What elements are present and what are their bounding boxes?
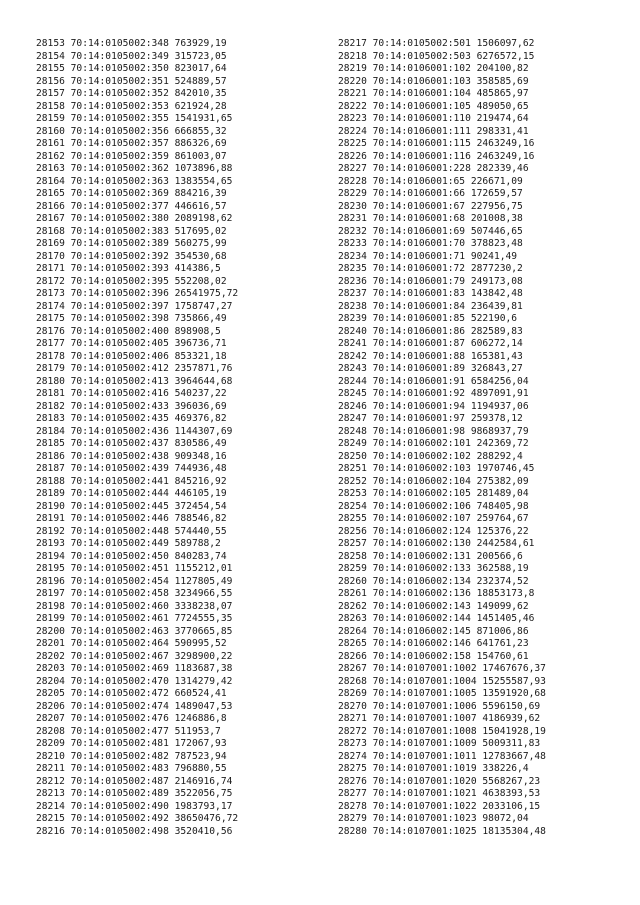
record-row: 28236 70:14:0106001:79 249173,08 bbox=[338, 275, 523, 287]
record-row: 28218 70:14:0105002:503 6276572,15 bbox=[338, 50, 535, 62]
record-row: 28163 70:14:0105002:362 1073896,88 bbox=[36, 163, 233, 174]
record-row: 28249 70:14:0106002:101 242369,72 bbox=[338, 438, 529, 449]
record-row: 28202 70:14:0105002:467 3298900,22 bbox=[36, 650, 233, 662]
record-row: 28237 70:14:0106001:83 143842,48 bbox=[338, 288, 523, 299]
record-row: 28261 70:14:0106002:136 18853173,8 bbox=[338, 588, 535, 599]
record-row: 28276 70:14:0107001:1020 5568267,23 bbox=[338, 775, 541, 787]
record-row: 28214 70:14:0105002:490 1983793,17 bbox=[36, 800, 233, 812]
record-row: 28243 70:14:0106001:89 326843,27 bbox=[338, 363, 523, 374]
record-row: 28252 70:14:0106002:104 275382,09 bbox=[338, 475, 529, 487]
record-row: 28211 70:14:0105002:483 796880,55 bbox=[36, 763, 227, 774]
record-row: 28238 70:14:0106001:84 236439,81 bbox=[338, 300, 523, 312]
record-row: 28216 70:14:0105002:498 3520410,56 bbox=[36, 825, 233, 837]
record-row: 28168 70:14:0105002:383 517695,02 bbox=[36, 225, 227, 237]
record-row: 28213 70:14:0105002:489 3522056,75 bbox=[36, 788, 233, 799]
record-row: 28278 70:14:0107001:1022 2033106,15 bbox=[338, 800, 541, 812]
record-row: 28177 70:14:0105002:405 396736,71 bbox=[36, 338, 227, 349]
record-row: 28266 70:14:0106002:158 154760,61 bbox=[338, 650, 529, 662]
record-row: 28264 70:14:0106002:145 871006,86 bbox=[338, 625, 529, 637]
record-row: 28268 70:14:0107001:1004 15255587,93 bbox=[338, 675, 546, 687]
record-row: 28262 70:14:0106002:143 149099,62 bbox=[338, 600, 529, 612]
record-row: 28212 70:14:0105002:487 2146916,74 bbox=[36, 775, 233, 787]
record-row: 28270 70:14:0107001:1006 5596150,69 bbox=[338, 700, 541, 712]
record-row: 28183 70:14:0105002:435 469376,82 bbox=[36, 413, 227, 424]
record-row: 28162 70:14:0105002:359 861003,07 bbox=[36, 150, 227, 162]
record-row: 28180 70:14:0105002:413 3964644,68 bbox=[36, 375, 233, 387]
record-row: 28224 70:14:0106001:111 298331,41 bbox=[338, 125, 529, 137]
record-row: 28274 70:14:0107001:1011 12783667,48 bbox=[338, 750, 546, 762]
record-row: 28187 70:14:0105002:439 744936,48 bbox=[36, 463, 227, 474]
record-row: 28189 70:14:0105002:444 446105,19 bbox=[36, 488, 227, 499]
record-row: 28172 70:14:0105002:395 552208,02 bbox=[36, 275, 227, 287]
record-row: 28227 70:14:0106001:228 282339,46 bbox=[338, 163, 529, 174]
record-row: 28186 70:14:0105002:438 909348,16 bbox=[36, 450, 227, 462]
record-row: 28246 70:14:0106001:94 1194937,06 bbox=[338, 400, 529, 412]
record-row: 28176 70:14:0105002:400 898908,5 bbox=[36, 325, 221, 337]
record-row: 28181 70:14:0105002:416 540237,22 bbox=[36, 388, 227, 399]
record-row: 28192 70:14:0105002:448 574440,55 bbox=[36, 525, 227, 537]
record-row: 28275 70:14:0107001:1019 338226,4 bbox=[338, 763, 529, 774]
record-row: 28254 70:14:0106002:106 748405,98 bbox=[338, 500, 529, 512]
record-row: 28255 70:14:0106002:107 259764,67 bbox=[338, 513, 529, 524]
record-row: 28208 70:14:0105002:477 511953,7 bbox=[36, 725, 221, 737]
record-row: 28154 70:14:0105002:349 315723,05 bbox=[36, 50, 227, 62]
record-row: 28247 70:14:0106001:97 259378,12 bbox=[338, 413, 523, 424]
record-row: 28205 70:14:0105002:472 660524,41 bbox=[36, 688, 227, 699]
record-row: 28244 70:14:0106001:91 6584256,04 bbox=[338, 375, 529, 387]
record-row: 28173 70:14:0105002:396 26541975,72 bbox=[36, 288, 239, 299]
record-row: 28250 70:14:0106002:102 288292,4 bbox=[338, 450, 523, 462]
record-row: 28178 70:14:0105002:406 853321,18 bbox=[36, 350, 227, 362]
record-row: 28174 70:14:0105002:397 1758747,27 bbox=[36, 300, 233, 312]
record-row: 28273 70:14:0107001:1009 5009311,83 bbox=[338, 738, 541, 749]
record-row: 28240 70:14:0106001:86 282589,83 bbox=[338, 325, 523, 337]
record-row: 28155 70:14:0105002:350 823017,64 bbox=[36, 63, 227, 74]
record-row: 28260 70:14:0106002:134 232374,52 bbox=[338, 575, 529, 587]
record-row: 28257 70:14:0106002:130 2442584,61 bbox=[338, 538, 535, 549]
record-row: 28210 70:14:0105002:482 787523,94 bbox=[36, 750, 227, 762]
record-row: 28165 70:14:0105002:369 884216,39 bbox=[36, 188, 227, 199]
record-row: 28207 70:14:0105002:476 1246886,8 bbox=[36, 713, 227, 724]
record-row: 28222 70:14:0106001:105 489050,65 bbox=[338, 100, 529, 112]
record-row: 28167 70:14:0105002:380 2089198,62 bbox=[36, 213, 233, 224]
record-row: 28219 70:14:0106001:102 204100,82 bbox=[338, 63, 529, 74]
record-row: 28204 70:14:0105002:470 1314279,42 bbox=[36, 675, 233, 687]
record-row: 28199 70:14:0105002:461 7724555,35 bbox=[36, 613, 233, 624]
record-row: 28200 70:14:0105002:463 3770665,85 bbox=[36, 625, 233, 637]
record-row: 28279 70:14:0107001:1023 98072,04 bbox=[338, 813, 529, 824]
record-row: 28241 70:14:0106001:87 606272,14 bbox=[338, 338, 523, 349]
record-row: 28229 70:14:0106001:66 172659,57 bbox=[338, 188, 523, 199]
record-row: 28157 70:14:0105002:352 842010,35 bbox=[36, 88, 227, 99]
record-row: 28203 70:14:0105002:469 1183687,38 bbox=[36, 663, 233, 674]
record-row: 28277 70:14:0107001:1021 4638393,53 bbox=[338, 788, 541, 799]
record-row: 28188 70:14:0105002:441 845216,92 bbox=[36, 475, 227, 487]
record-row: 28185 70:14:0105002:437 830586,49 bbox=[36, 438, 227, 449]
record-row: 28161 70:14:0105002:357 886326,69 bbox=[36, 138, 227, 149]
record-row: 28251 70:14:0106002:103 1970746,45 bbox=[338, 463, 535, 474]
record-row: 28164 70:14:0105002:363 1383554,65 bbox=[36, 175, 233, 187]
record-row: 28234 70:14:0106001:71 90241,49 bbox=[338, 250, 518, 262]
record-row: 28220 70:14:0106001:103 358585,69 bbox=[338, 75, 529, 87]
record-row: 28225 70:14:0106001:115 2463249,16 bbox=[338, 138, 535, 149]
record-row: 28197 70:14:0105002:458 3234966,55 bbox=[36, 588, 233, 599]
record-row: 28258 70:14:0106002:131 200566,6 bbox=[338, 550, 523, 562]
record-row: 28231 70:14:0106001:68 201008,38 bbox=[338, 213, 523, 224]
record-row: 28226 70:14:0106001:116 2463249,16 bbox=[338, 150, 535, 162]
record-row: 28245 70:14:0106001:92 4897091,91 bbox=[338, 388, 529, 399]
record-row: 28215 70:14:0105002:492 38650476,72 bbox=[36, 813, 239, 824]
record-row: 28166 70:14:0105002:377 446616,57 bbox=[36, 200, 227, 212]
record-row: 28269 70:14:0107001:1005 13591920,68 bbox=[338, 688, 546, 699]
record-row: 28221 70:14:0106001:104 485865,97 bbox=[338, 88, 529, 99]
record-row: 28195 70:14:0105002:451 1155212,01 bbox=[36, 563, 233, 574]
record-row: 28175 70:14:0105002:398 735866,49 bbox=[36, 313, 227, 324]
record-row: 28265 70:14:0106002:146 641761,23 bbox=[338, 638, 529, 649]
record-row: 28267 70:14:0107001:1002 17467676,37 bbox=[338, 663, 546, 674]
record-row: 28228 70:14:0106001:65 226671,09 bbox=[338, 175, 523, 187]
record-row: 28242 70:14:0106001:88 165381,43 bbox=[338, 350, 523, 362]
record-row: 28160 70:14:0105002:356 666855,32 bbox=[36, 125, 227, 137]
record-row: 28171 70:14:0105002:393 414386,5 bbox=[36, 263, 221, 274]
record-row: 28253 70:14:0106002:105 281489,04 bbox=[338, 488, 529, 499]
record-row: 28201 70:14:0105002:464 590995,52 bbox=[36, 638, 227, 649]
record-row: 28190 70:14:0105002:445 372454,54 bbox=[36, 500, 227, 512]
record-row: 28271 70:14:0107001:1007 4186939,62 bbox=[338, 713, 541, 724]
record-row: 28235 70:14:0106001:72 2877230,2 bbox=[338, 263, 523, 274]
record-row: 28158 70:14:0105002:353 621924,28 bbox=[36, 100, 227, 112]
record-row: 28194 70:14:0105002:450 840283,74 bbox=[36, 550, 227, 562]
record-row: 28233 70:14:0106001:70 378823,48 bbox=[338, 238, 523, 249]
record-row: 28232 70:14:0106001:69 507446,65 bbox=[338, 225, 523, 237]
record-row: 28198 70:14:0105002:460 3338238,07 bbox=[36, 600, 233, 612]
record-row: 28209 70:14:0105002:481 172067,93 bbox=[36, 738, 227, 749]
record-row: 28223 70:14:0106001:110 219474,64 bbox=[338, 113, 529, 124]
record-row: 28191 70:14:0105002:446 788546,82 bbox=[36, 513, 227, 524]
record-row: 28256 70:14:0106002:124 125376,22 bbox=[338, 525, 529, 537]
record-row: 28159 70:14:0105002:355 1541931,65 bbox=[36, 113, 233, 124]
record-row: 28170 70:14:0105002:392 354530,68 bbox=[36, 250, 227, 262]
record-row: 28230 70:14:0106001:67 227956,75 bbox=[338, 200, 523, 212]
record-row: 28206 70:14:0105002:474 1489047,53 bbox=[36, 700, 233, 712]
record-row: 28156 70:14:0105002:351 524889,57 bbox=[36, 75, 227, 87]
record-row: 28280 70:14:0107001:1025 18135304,48 bbox=[338, 825, 546, 837]
left-column bbox=[36, 38, 331, 838]
right-column bbox=[338, 38, 633, 838]
record-row: 28217 70:14:0105002:501 1506097,62 bbox=[338, 38, 535, 49]
record-row: 28263 70:14:0106002:144 1451405,46 bbox=[338, 613, 535, 624]
record-row: 28153 70:14:0105002:348 763929,19 bbox=[36, 38, 227, 49]
record-row: 28182 70:14:0105002:433 396036,69 bbox=[36, 400, 227, 412]
record-row: 28184 70:14:0105002:436 1144307,69 bbox=[36, 425, 233, 437]
record-row: 28272 70:14:0107001:1008 15041928,19 bbox=[338, 725, 546, 737]
record-row: 28248 70:14:0106001:98 9868937,79 bbox=[338, 425, 529, 437]
record-row: 28169 70:14:0105002:389 560275,99 bbox=[36, 238, 227, 249]
record-row: 28239 70:14:0106001:85 522190,6 bbox=[338, 313, 518, 324]
record-row: 28193 70:14:0105002:449 589788,2 bbox=[36, 538, 221, 549]
record-row: 28196 70:14:0105002:454 1127805,49 bbox=[36, 575, 233, 587]
record-row: 28259 70:14:0106002:133 362588,19 bbox=[338, 563, 529, 574]
record-row: 28179 70:14:0105002:412 2357871,76 bbox=[36, 363, 233, 374]
